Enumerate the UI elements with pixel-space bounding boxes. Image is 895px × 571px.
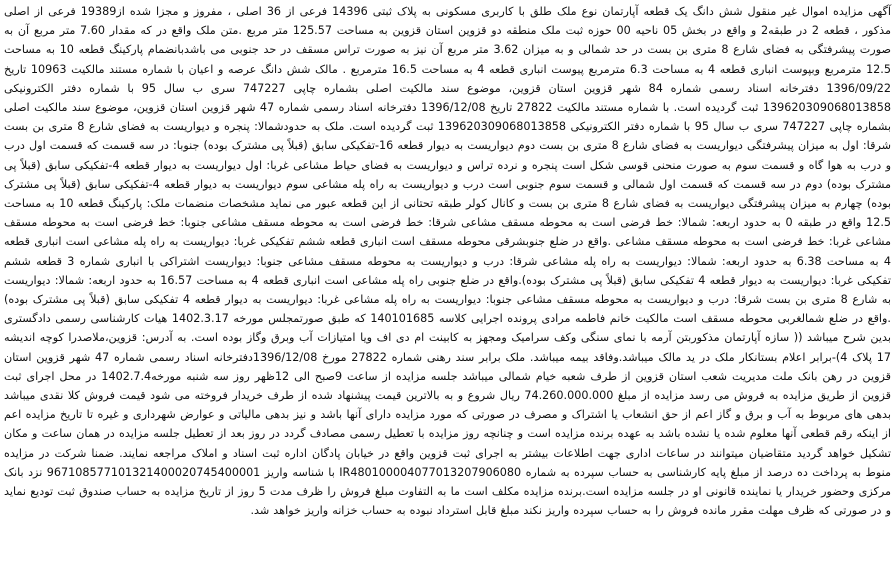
auction-notice-text: آگهی مزایده اموال غیر منقول شش دانگ یک قطعه آپارتمان نوع ملک طلق با کاربری مسکونی به پلاک ثبتی 14396 فرعی از 36 اصلی ، مفروز و مجزا شده از19389 فرعی از اصلی مذکور ، قطعه 2 در طبقه2 و واقع در بخش 05 ناحیه 00 حوزه ثبت ملک منطقه دو قزوین استان قزوین به مساحت 125.57 متر مربع .متن ملک واقع در که مقدار 7.60 متر مربع آن به صورت پیشرفتگی به فضای شارع 8 متری بن بست در حد شمالی و به میزان 3.62 متر مربع آن نیز به صورت تراس مسقف در حد جنوبی می باشدبانضمام پارکینگ قطعه 10 به مساحت 12.5 مترمربع وبپوست انباری قطعه 4 به مساحت 6.3 مترمربع پیوست انباری قطعه 4 به مساحت 16.5 مترمربع . مالک شش دانگ عرصه و اعیان با شماره مستند مالکیت 10963 تاریخ 1396/09/22 دفترخانه اسناد رسمی شماره 84 شهر قزوین استان قزوین، موضوع سند مالکیت اصلی بشماره چاپی 747227 سری ب سال 95 با شماره دفتر الکترونیکی 139620309068013858 ثبت گردیده است. با شماره مستند مالکیت 27822 تاریخ 1396/12/08 دفترخانه اسناد رسمی شماره 47 شهر قزوین استان قزوین، موضوع سند مالکیت اصلی بشماره چاپی 747227 سری ب سال 95 با شماره دفتر الکترونیکی 139620309068013858 ثبت گردیده است. ملک به حدودشمالا: پنجره و دیواریست به فضای شارع 8 متری بن بست شرقا: اول به میزان پیشرفتگی دیواریست به فضای شارع 8 متری بن بست دوم دیواریست به دیوار قطعه 16-تفکیکی سابق (قبلاً پی مشترک بوده) جنوبا: در سه قسمت که قسمت اول درب و درب به هوا گاه و قسمت سوم به صورت منحنی قوسی شکل است پنجره و نرده تراس و دیواریست به فضای حیاط مشاعی غربا: اول دیواریست به دیوار قطعه 4-تفکیکی سابق (قبلاً پی مشترک بوده) دوم در سه قسمت که قسمت اول شمالی و قسمت سوم جنوبی است درب و دیواریست به راه پله مشاعی سوم دیواریست به دیوار قطعه 4-تفکیکی سابق (قبلاً پی مشترک بوده) چهارم به میزان پیشرفتگی دیواریست به فضای شارع 8 متری بن بست و کانال کولر طبقه تحتانی از این قطعه عبور می نماید مشخصات منضمات ملک: پارکینگ قطعه 10 به مساحت 12.5 واقع در طبقه 0 به حدود اربعه: شمالا: خط فرضی است به محوطه مسقف مشاعی شرقا: خط فرضی است به محوطه مسقف مشاعی جنوبا: خط فرضی است به محوطه مسقف مشاعی غربا: خط فرضی است به محوطه مسقف مشاعی .واقع در ضلع جنوبشرقی محوطه مسقف است انباری قطعه ششم تفکیکی غربا: دیواریست به راه پله مشاعی است انباری قطعه 4 به مساحت 6.38 به حدود اربعه: شمالا: دیواریست به راه پله مشاعی شرقا: درب و دیواریست به محوطه مسقف مشاعی جنوبا: دیواریست اشتراکی با انباری شماره 3 قطعه ششم تفکیکی غربا: دیواریست به دیوار قطعه 4 تفکیکی سابق (قبلاً پی مشترک بوده).واقع در ضلع جنوبی راه پله مشاعی است انباری قطعه 4 به مساحت 16.57 به حدود اربعه: شمالا: دیواریست به شارع 8 متری بن بست شرقا: درب و دیواریست به محوطه مسقف مشاعی جنوبا: دیواریست به راه پله مشاعی غربا: دیواریست به دیوار قطعه 4 تفکیکی سابق (قبلاً پی مشترک بوده) .واقع در ضلع شمالغربی محوطه مسقف است مالکیت خانم فاطمه مرادی پرونده اجرایی کلاسه 140101685 که طبق صورتمجلس مورخه 1402.3.17 هیات کارشناسی رسمی دادگستری بدین شرح میباشد (( سازه آپارتمان مذکوربتن آرمه با نمای سنگی وکف سرامیک ومجهز به کابینت ام دی اف ویا امتیازات آب وبرق وگاز بوده است. به آدرس: قزوین،ملاصدرا کوچه اندیشه 17 پلاک 4)-برابر اعلام بستانکار ملک در ید مالک میباشد.وفاقد بیمه میباشد. ملک برابر سند رهنی شماره 27822 مورخ 1396/12/08دفترخانه اسناد رسمی شماره 47 شهر قزوین استان قزوین در رهن بانک ملت مدیریت شعب استان قزوین از طرف شعبه خیام شمالی میباشد جلسه مزایده از ساعت 9صبح الی 12ظهر روز سه شنبه مورخه1402.7.4 در محل اجرای ثبت قزوین از طریق مزایده به فروش می رسد مزایده از مبلغ 74.260.000.000 ریال شروع و به بالاترین قیمت پیشنهاد شده از طرف خریدار فروخته می شود قیمت فروش کلا نقدی میباشد بدهی های مربوط به آب و برق و گاز اعم از حق انشعاب یا اشتراک و مصرف در صورتی که مورد مزایده دارای آنها باشد و نیز بدهی مالیاتی و عوارض شهرداری و غیره تا تاریخ مزایده اعم از اینکه رقم قطعی آنها معلوم شده یا نشده باشد به عهده برنده مزایده است و چنانچه روز مزایده با تعطیل رسمی مصادف گردد در روز بعد از تعطیل جلسه مزایده در همان ساعت و مکان تشکیل خواهد گردید متقاضیان میتوانند در ساعات اداری جهت اطلاعات بیشتر به اجرای ثبت قزوین واقع در خیابان پادگان اداره ثبت اسناد و املاک مراجعه نمایند. ضمنا شرکت در مزایده منوط به پرداخت ده درصد از مبلغ پایه کارشناسی به حساب سپرده به شماره IR480100004077013207906080 با شناسه واریز 967108577101321400020745400001 نزد بانک مرکزی وحضور خریدار یا نماینده قانونی او در جلسه مزایده است.برنده مزایده مکلف است ما به التفاوت مبلغ فروش را ظرف مدت 5 روز از تاریخ مزایده به حساب صندوق ثبت تودیع نماید و در صورتی که ظرف مهلت مقرر مانده فروش را به حساب سپرده واریز نکند مبلغ قابل استرداد نبوده به حساب خزانه واریز خواهد شد.	[4, 5, 892, 518]
